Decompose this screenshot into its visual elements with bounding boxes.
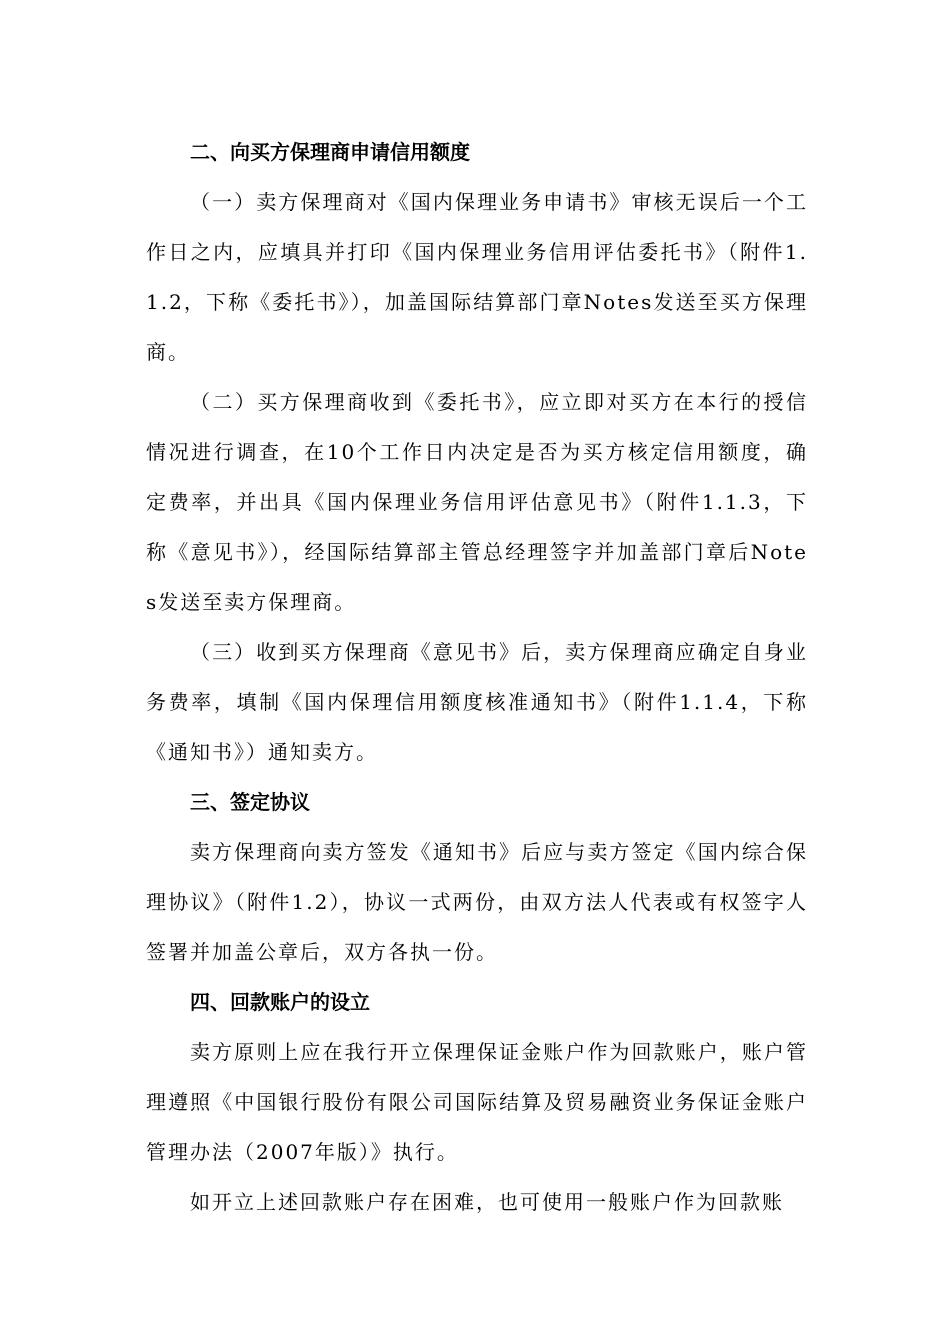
- paragraph: 卖方保理商向卖方签发《通知书》后应与卖方签定《国内综合保理协议》（附件1.2），协议一式两份，由双方法人代表或有权签字人签署并加盖公章后，双方各执一份。: [146, 840, 808, 964]
- paragraph: （三）收到买方保理商《意见书》后，卖方保理商应确定自身业务费率，填制《国内保理信用额度核准通知书》（附件1.1.4，下称《通知书》）通知卖方。: [146, 640, 808, 764]
- paragraph: （二）买方保理商收到《委托书》，应立即对买方在本行的授信情况进行调查，在10个工作日内决定是否为买方核定信用额度，确定费率，并出具《国内保理业务信用评估意见书》（附件1.1.3，下称《意见书》），经国际结算部主管总经理签字并加盖部门章后Notes发送至卖方保理商。: [146, 390, 808, 614]
- document-body: [146, 127, 808, 1227]
- paragraph: 如开立上述回款账户存在困难，也可使用一般账户作为回款账: [190, 1190, 784, 1214]
- section-heading: 四、回款账户的设立: [190, 990, 370, 1014]
- paragraph: 卖方原则上应在我行开立保理保证金账户作为回款账户，账户管理遵照《中国银行股份有限公司国际结算及贸易融资业务保证金账户管理办法（2007年版）》执行。: [146, 1040, 808, 1164]
- section-heading: 二、向买方保理商申请信用额度: [190, 140, 470, 164]
- paragraph: （一）卖方保理商对《国内保理业务申请书》审核无误后一个工作日之内，应填具并打印《国内保理业务信用评估委托书》（附件1.1.2，下称《委托书》），加盖国际结算部门章Notes发送至买方保理商。: [146, 190, 808, 364]
- section-heading: 三、签定协议: [190, 790, 310, 814]
